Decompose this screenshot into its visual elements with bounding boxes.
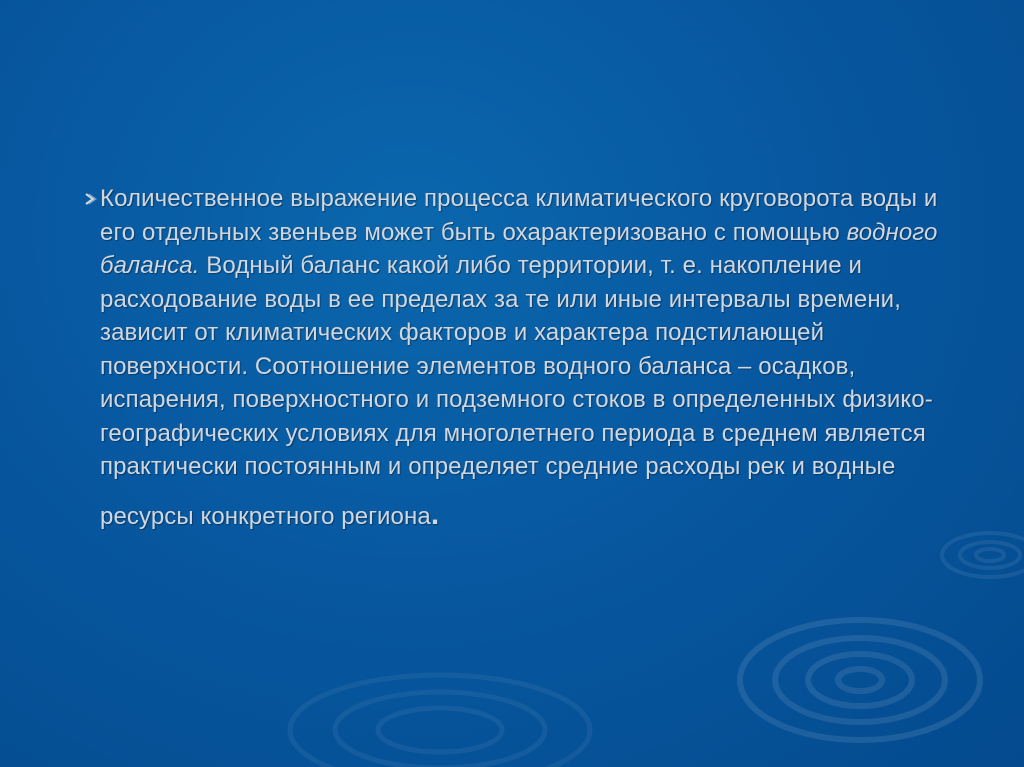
paragraph-text (100, 182, 964, 533)
paragraph-last-line (100, 498, 964, 534)
paragraph-final-mark: . (430, 497, 440, 531)
paragraph-last-line-text: ресурсы конкретного региона (100, 502, 431, 530)
bullet-paragraph (84, 182, 964, 533)
paragraph-part-1: Количественное выражение процесса климатического круговорота воды и его отдельных звеньев может быть охарактеризовано с помощью (100, 185, 938, 246)
chevron-right-icon (84, 192, 98, 206)
paragraph-emphasis: водного баланса. (100, 218, 938, 279)
paragraph-part-2: Водный баланс какой либо территории, т. е. накопление и расходование воды в ее пределах за те или иные интервалы времени, зависит от климатических факторов и характера подстилающей поверхности. Соотношение элементов водного баланса – осадков, испарения, поверхностного и подземного стоков в определенных физико-географических условиях для многолетнего периода в среднем является практически постоянным и определяет средние расходы рек и водные (100, 252, 933, 480)
